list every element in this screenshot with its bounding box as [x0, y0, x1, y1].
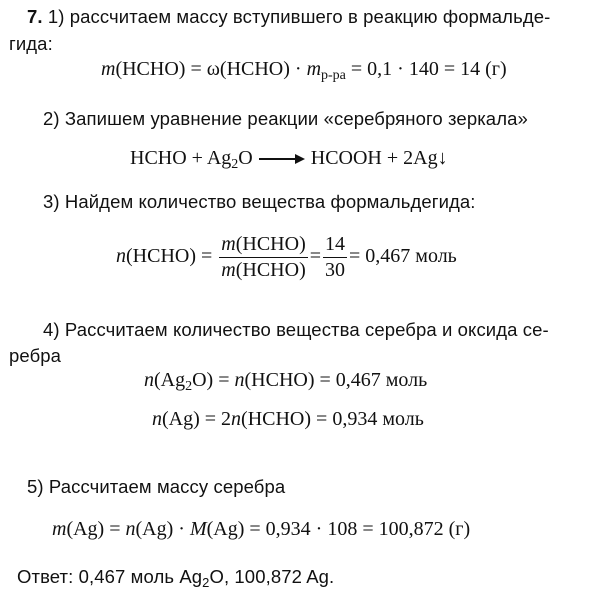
step5-heading: 5) Рассчитаем массу серебра [27, 476, 286, 497]
subscript: 2 [231, 157, 239, 173]
fraction-denominator: 30 [325, 259, 346, 281]
step5-formula [52, 518, 470, 541]
fraction-numerator: 14 [323, 232, 347, 258]
step3-heading: 3) Найдем количество вещества формальдегида: [43, 191, 476, 212]
formula-part: (Ag) · [135, 518, 190, 540]
mass-symbol: m [221, 233, 236, 255]
formula-part: (Ag [154, 369, 186, 391]
formula-result: (Ag) = 0,934 · 108 = 100,872 (г) [206, 518, 471, 540]
step4-formula1 [144, 369, 428, 395]
amount-symbol: n [152, 408, 162, 430]
answer-line [17, 566, 334, 588]
solution-subscript: р-ра [321, 68, 346, 84]
answer-suffix: O, 100,872 Ag. [209, 566, 335, 587]
reactants-tail: O [238, 147, 253, 169]
equals-sign: = [309, 245, 322, 268]
amount-symbol: n [116, 245, 126, 268]
formula-part: O) = [192, 369, 235, 391]
formula-part: (Ag) = 2 [162, 408, 232, 430]
answer-prefix: Ответ: 0,467 моль Ag [17, 566, 203, 587]
reactants: HCHO + Ag [130, 147, 232, 169]
mass-symbol: m [306, 58, 322, 80]
step3-formula [116, 232, 457, 283]
mass-symbol: m [101, 58, 116, 80]
subscript: 2 [202, 574, 210, 590]
mass-ratio-fraction [219, 232, 307, 283]
products: HCOOH + 2Ag↓ [310, 147, 448, 169]
formula-result: = 0,467 моль [349, 245, 457, 268]
step4-line2: ребра [9, 345, 62, 366]
formula-result: (HCHO) = 0,934 моль [241, 408, 424, 430]
amount-symbol: n [231, 408, 242, 430]
formula-part: (HCHO) = [126, 245, 218, 268]
step1-line2: гида: [9, 33, 53, 54]
step4-line1: 4) Рассчитаем количество вещества серебра и оксида се- [43, 319, 549, 340]
reaction-arrow-icon [259, 154, 305, 164]
mass-symbol: m [52, 518, 67, 540]
formula-result: (HCHO) = 0,467 моль [244, 369, 428, 391]
subscript: 2 [185, 379, 193, 395]
amount-symbol: n [144, 369, 154, 391]
fraction-denominator [219, 258, 307, 283]
denominator-text: (HCHO) [235, 259, 306, 281]
formula-part: (HCHO) = [115, 58, 207, 80]
step1-text: 1) рассчитаем массу вступившего в реакцию формальде- [47, 6, 551, 27]
amount-symbol: n [234, 369, 245, 391]
value-fraction [323, 232, 347, 283]
problem-number: 7. [27, 6, 43, 27]
step2-heading: 2) Запишем уравнение реакции «серебряного зеркала» [43, 108, 528, 129]
reaction-equation [130, 147, 448, 173]
formula-result: = 0,1 · 140 = 14 (г) [345, 58, 507, 80]
amount-symbol: n [125, 518, 136, 540]
formula-part: (HCHO) · [219, 58, 307, 80]
step1-line1 [27, 6, 550, 28]
formula-part: (Ag) = [66, 518, 126, 540]
mass-symbol: m [221, 259, 236, 281]
omega-symbol: ω [206, 58, 220, 80]
fraction-numerator [219, 232, 307, 258]
molar-mass-symbol: M [189, 518, 207, 540]
step4-formula2 [152, 408, 424, 431]
numerator-text: (HCHO) [235, 233, 306, 255]
step1-formula [101, 58, 507, 84]
